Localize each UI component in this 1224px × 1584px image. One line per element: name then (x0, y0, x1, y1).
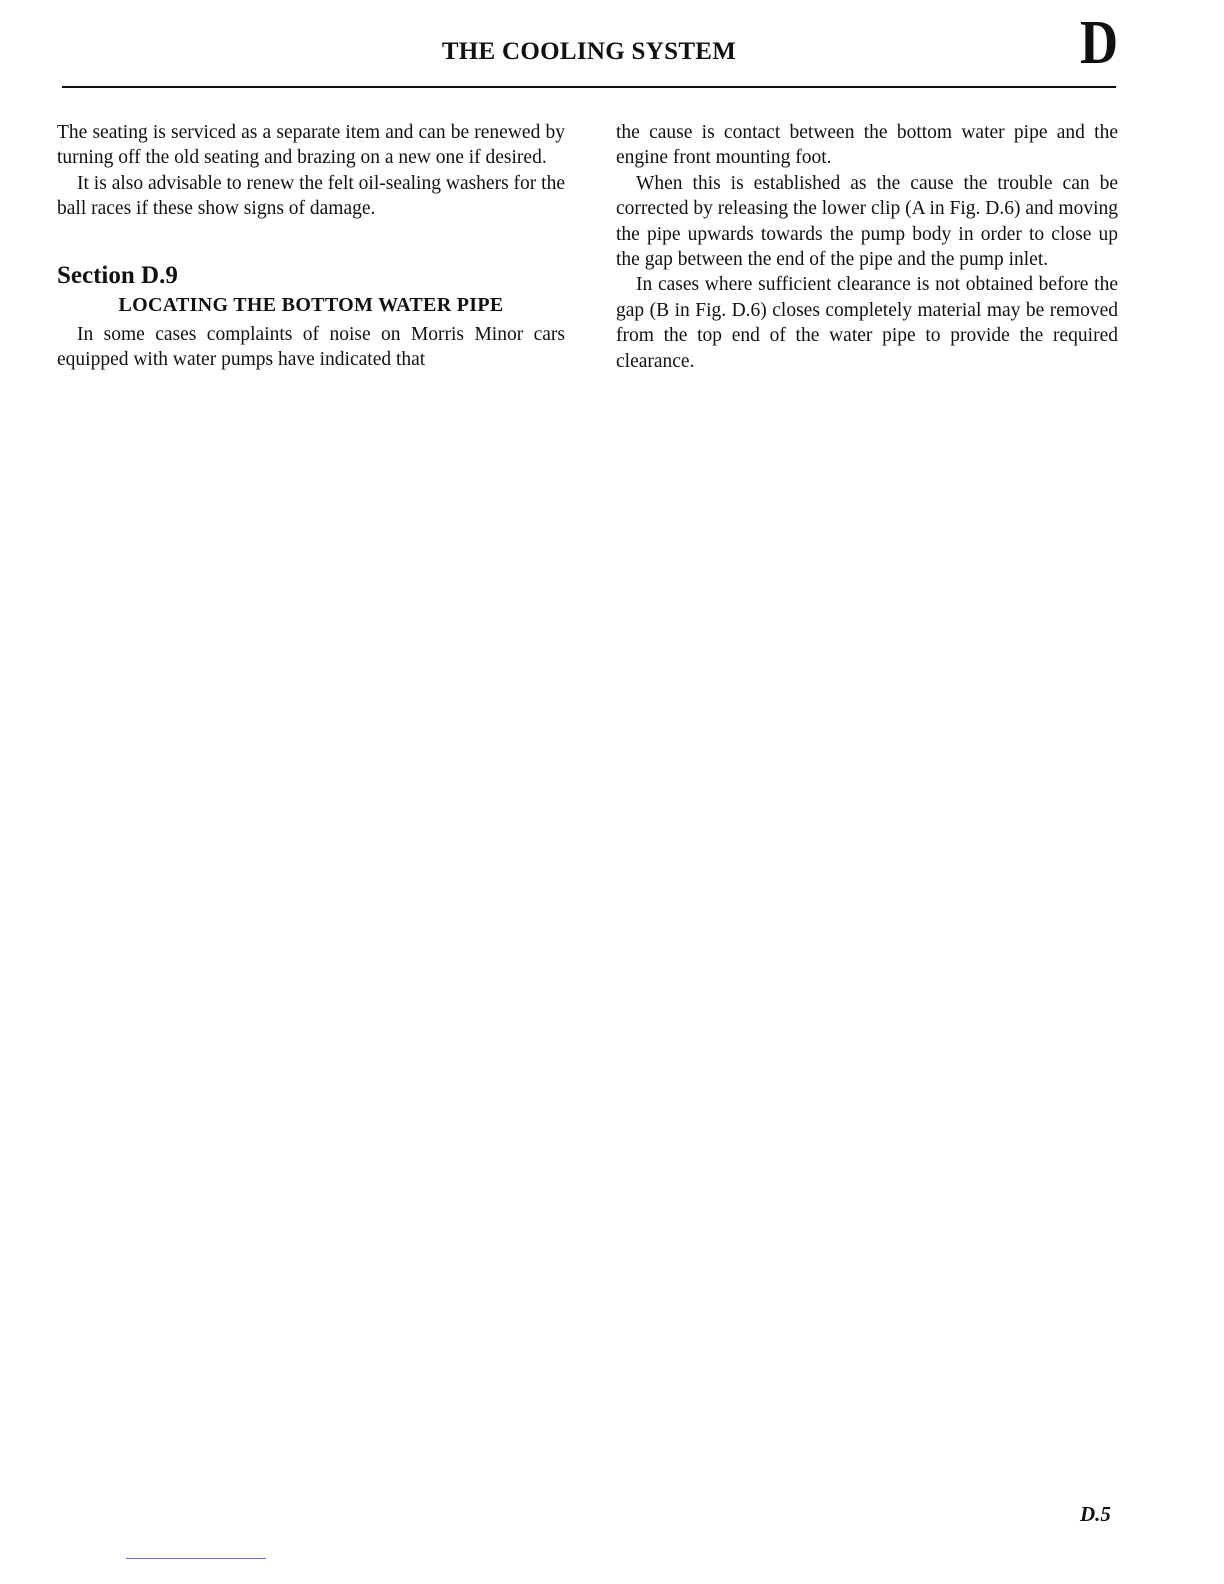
left-paragraph-2: It is also advisable to renew the felt oil-sealing washers for the ball races if these show signs of damage. (57, 172, 565, 220)
section-heading: Section D.9 (57, 261, 178, 289)
section-subheading: LOCATING THE BOTTOM WATER PIPE (118, 293, 504, 316)
page-header-title: THE COOLING SYSTEM (441, 38, 737, 65)
right-column (616, 120, 1118, 374)
footer-link-rule (126, 1558, 266, 1559)
left-paragraph-3: In some cases complaints of noise on Morris Minor cars equipped with water pumps have indicated that (57, 323, 565, 371)
chapter-letter: D (1080, 9, 1119, 77)
left-paragraph-1: The seating is serviced as a separate item and can be renewed by turning off the old seating and brazing on a new one if desired. (57, 122, 565, 169)
page-number: D.5 (1080, 1502, 1111, 1526)
header-divider (62, 86, 1116, 88)
right-paragraph-3: In cases where sufficient clearance is not obtained before the gap (B in Fig. D.6) closes completely material may be removed from the top end of the water pipe to provide the required clearance. (616, 274, 1118, 372)
left-column (57, 120, 565, 372)
right-paragraph-2: When this is established as the cause the trouble can be corrected by releasing the lower clip (A in Fig. D.6) and moving the pipe upwards towards the pump body in order to close up the gap between the end of the pipe and the pump inlet. (616, 172, 1118, 271)
right-paragraph-1: the cause is contact between the bottom water pipe and the engine front mounting foot. (616, 122, 1118, 169)
